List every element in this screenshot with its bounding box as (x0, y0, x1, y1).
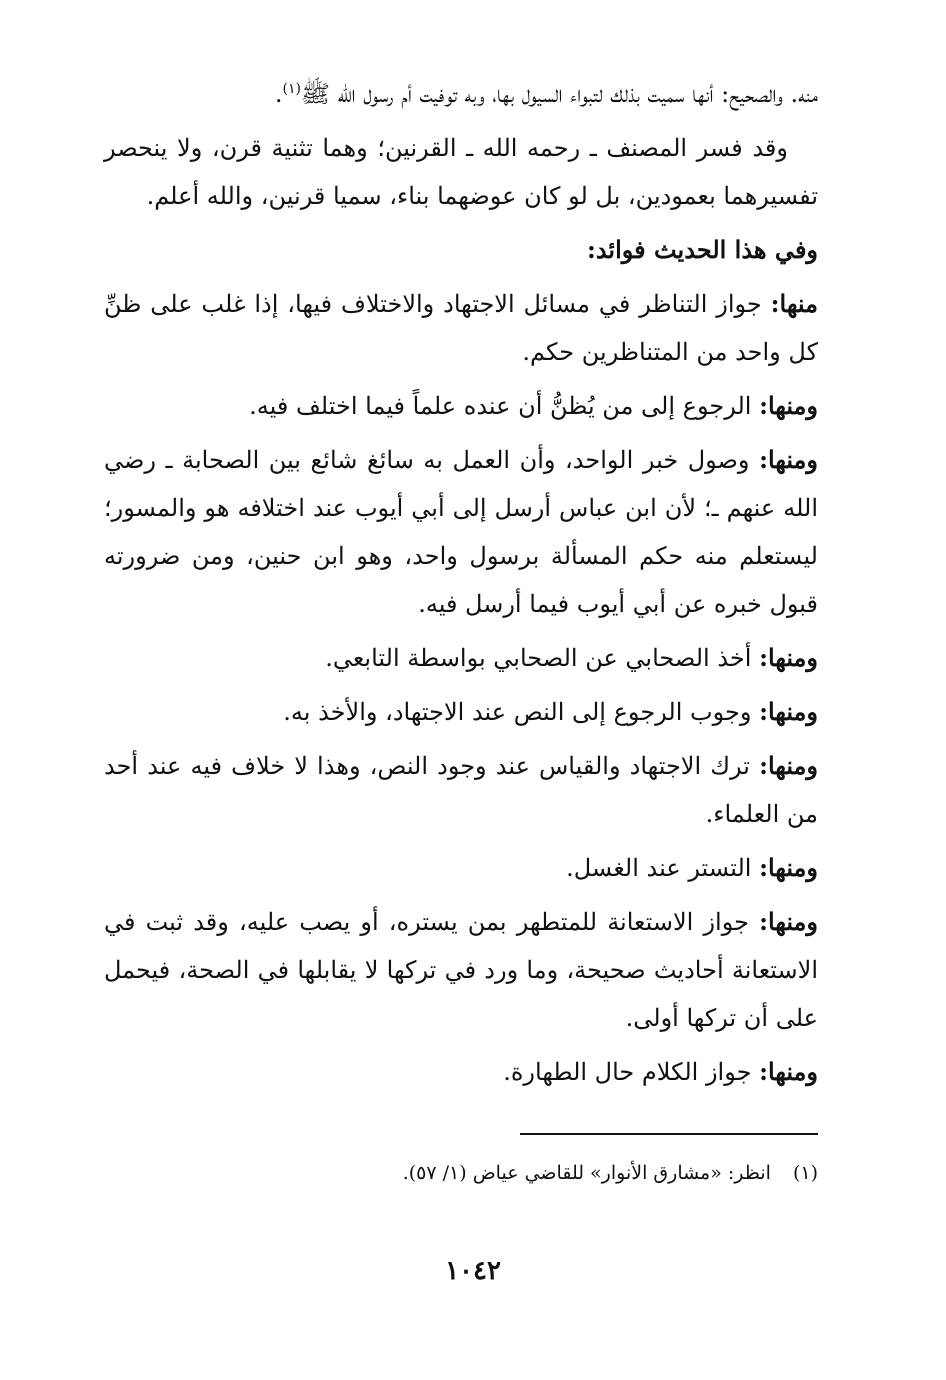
benefit-item (104, 382, 818, 430)
benefit-item (104, 436, 818, 628)
benefit-text: جواز التناظر في مسائل الاجتهاد والاختلاف فيها، إذا غلب على ظنِّ كل واحد من المتناظرين حكم. (104, 290, 818, 366)
benefit-text: وصول خبر الواحد، وأن العمل به سائغ شائع بين الصحابة ـ رضي الله عنهم ـ؛ لأن ابن عباس أرسل إلى أبي أيوب عند اختلافه هو والمسور؛ ليستعلم منه حكم المسألة برسول واحد، وهو ابن حنين، ومن ضرورته قبول خبره عن أبي أيوب فيما أرسل فيه. (104, 446, 818, 618)
paragraph-intro (104, 70, 818, 118)
section-heading: وفي هذا الحديث فوائد: (586, 235, 818, 264)
benefit-lead: ومنها: (759, 445, 818, 474)
benefit-item (104, 634, 818, 682)
intro-text: منه. والصحيح: أنها سميت بذلك لتبواء السيول بها، وبه توفيت أم رسول الله ﷺ (301, 80, 818, 108)
benefit-lead: ومنها: (759, 853, 818, 882)
footnote-separator (520, 1133, 818, 1135)
benefit-item (104, 898, 818, 1042)
benefit-lead: منها: (770, 289, 818, 318)
benefit-lead: ومنها: (759, 1057, 818, 1086)
page-number: ١٠٤٢ (445, 1256, 501, 1286)
benefit-lead: ومنها: (759, 907, 818, 936)
benefit-text: وجوب الرجوع إلى النص عند الاجتهاد، والأخذ به. (283, 698, 752, 726)
benefit-lead: ومنها: (759, 697, 818, 726)
benefit-lead: ومنها: (759, 391, 818, 420)
benefit-text: التستر عند الغسل. (566, 854, 752, 882)
benefit-text: جواز الاستعانة للمتطهر بمن يستره، أو يصب عليه، وقد ثبت في الاستعانة أحاديث صحيحة، وما ورد في تركها لا يقابلها في الصحة، فيحمل على أن تركها أولى. (104, 908, 818, 1032)
footnote (300, 1158, 818, 1188)
benefit-item (104, 280, 818, 376)
benefit-item (104, 1048, 818, 1096)
footnote-reference[interactable]: (١) (282, 81, 302, 97)
footnote-number: (١) (792, 1162, 818, 1184)
benefit-item (104, 844, 818, 892)
page-body (104, 70, 818, 1102)
benefit-item (104, 688, 818, 736)
benefit-text: ترك الاجتهاد والقياس عند وجود النص، وهذا لا خلاف فيه عند أحد من العلماء. (104, 752, 818, 828)
benefit-item (104, 742, 818, 838)
benefit-lead: ومنها: (759, 751, 818, 780)
benefit-text: أخذ الصحابي عن الصحابي بواسطة التابعي. (325, 644, 752, 672)
footnote-text: انظر: «مشارق الأنوار» للقاضي عياض (١/ ٥٧). (402, 1162, 771, 1184)
paragraph-explanation: وقد فسر المصنف ـ رحمه الله ـ القرنين؛ وهما تثنية قرن، ولا ينحصر تفسيرهما بعمودين، بل لو كان عوضهما بناء، سميا قرنين، والله أعلم. (104, 134, 818, 210)
benefit-lead: ومنها: (759, 643, 818, 672)
benefit-text: جواز الكلام حال الطهارة. (503, 1058, 752, 1086)
intro-end: . (274, 80, 283, 108)
benefit-text: الرجوع إلى من يُظنُّ أن عنده علماً فيما اختلف فيه. (249, 392, 752, 420)
